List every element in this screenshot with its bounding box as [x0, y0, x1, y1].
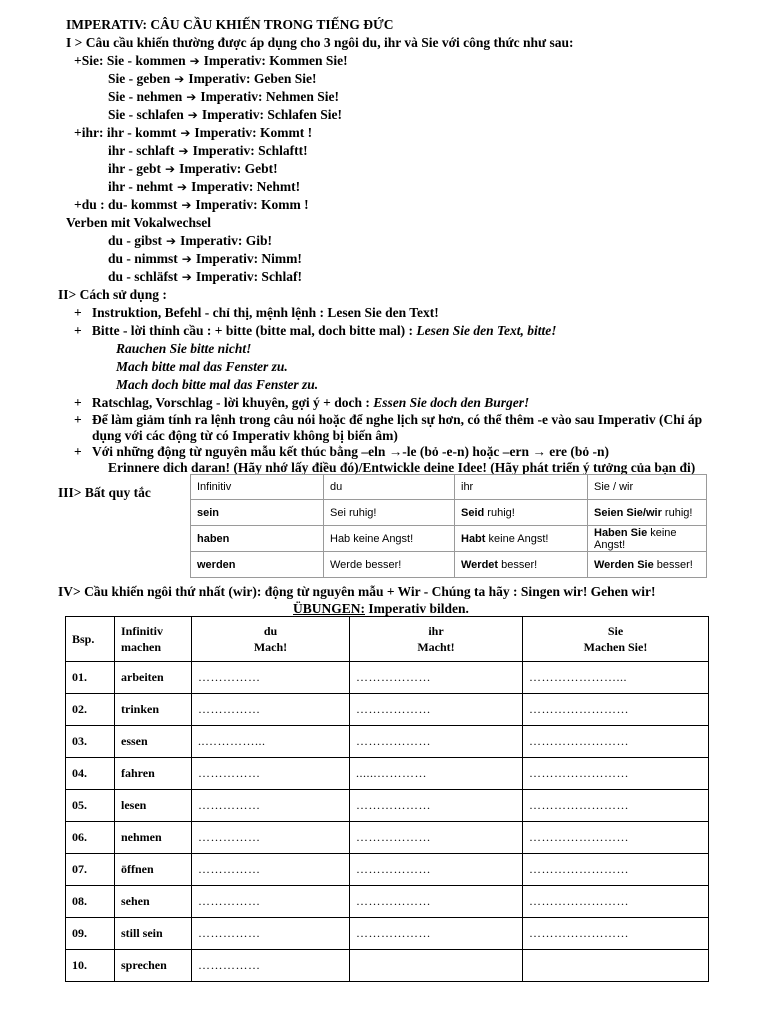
row-verb: nehmen — [115, 822, 192, 854]
answer-ihr[interactable]: ……………… — [350, 886, 523, 918]
answer-ihr[interactable] — [350, 950, 523, 982]
cell-text: keine Angst! — [594, 526, 677, 551]
du-row — [74, 196, 309, 214]
vokal-verb: du - schläfst — [108, 269, 178, 284]
header-line: Macht! — [417, 640, 455, 654]
table-row — [191, 526, 707, 552]
arrow-right-icon: ➔ — [165, 162, 176, 176]
section-2-heading: II> Cách sử dụng : — [58, 287, 167, 302]
table-row — [191, 552, 707, 578]
sie-row-3 — [108, 88, 339, 106]
cell-text: besser! — [498, 558, 538, 571]
cell-text: Werde besser! — [330, 558, 402, 571]
usage-bullet-4: Để làm giảm tính ra lệnh trong câu nói hoặc để nghe lịch sự hơn, có thể thêm -e vào sau Imperativ (Chỉ áp dụng với các động từ có Imperativ không bị biến âm) — [92, 412, 703, 443]
cell-bold: Seien Sie/wir — [594, 506, 662, 519]
header-du — [192, 617, 350, 662]
ihr-imperative: Imperativ: Kommt ! — [194, 125, 313, 140]
answer-du[interactable]: …………… — [192, 854, 350, 886]
answer-sie[interactable]: …………………… — [523, 790, 709, 822]
answer-ihr[interactable]: ……………… — [350, 694, 523, 726]
sie-imperative: Imperativ: Schlafen Sie! — [201, 107, 343, 122]
usage-text: Bitte - lời thỉnh cầu : + bitte (bitte mal, doch bitte mal) : — [91, 323, 417, 338]
bitte-example-2: Mach bitte mal das Fenster zu. — [116, 359, 288, 374]
sie-row-1 — [74, 52, 348, 70]
row-number: 07. — [66, 854, 115, 886]
answer-du[interactable]: …………… — [192, 918, 350, 950]
header-line: Machen Sie! — [583, 640, 648, 654]
ihr-row-3 — [108, 160, 278, 178]
ihr-verb: ihr - gebt — [108, 161, 161, 176]
row-number: 01. — [66, 662, 115, 694]
header-line: du — [263, 624, 278, 638]
header-line: ihr — [428, 624, 444, 638]
answer-du[interactable]: …………… — [192, 822, 350, 854]
answer-du[interactable]: …………… — [192, 662, 350, 694]
usage-bullet-1 — [74, 304, 439, 322]
vokalwechsel-heading: Verben mit Vokalwechsel — [66, 215, 212, 230]
row-verb: sehen — [115, 886, 192, 918]
answer-ihr[interactable]: ……………… — [350, 918, 523, 950]
answer-ihr[interactable]: ……………… — [350, 662, 523, 694]
row-number: 05. — [66, 790, 115, 822]
table-row — [66, 694, 709, 726]
header-line: Mach! — [253, 640, 288, 654]
table-row — [66, 790, 709, 822]
row-number: 08. — [66, 886, 115, 918]
ihr-verb: ihr - kommt — [106, 125, 177, 140]
table-cell-infinitiv: sein — [191, 500, 324, 526]
table-row — [191, 500, 707, 526]
table-row — [66, 758, 709, 790]
row-verb: still sein — [115, 918, 192, 950]
header-line: machen — [121, 640, 161, 654]
header-line: Sie — [607, 624, 624, 638]
ihr-imperative: Imperativ: Nehmt! — [191, 179, 301, 194]
cell-text: Sei ruhig! — [330, 506, 377, 519]
ihr-imperative: Imperativ: Gebt! — [179, 161, 278, 176]
table-cell — [455, 526, 588, 552]
sie-imperative: Imperativ: Nehmen Sie! — [200, 89, 340, 104]
sie-imperative: Imperativ: Kommen Sie! — [203, 53, 348, 68]
answer-sie[interactable]: …………………… — [523, 854, 709, 886]
cell-text: ruhig! — [661, 506, 693, 519]
answer-sie[interactable]: …………………… — [523, 726, 709, 758]
arrow-right-icon: ➔ — [186, 90, 197, 104]
answer-ihr[interactable]: ......………… — [350, 758, 523, 790]
table-header-row — [66, 617, 709, 662]
bullet-plus: + — [74, 305, 82, 320]
usage-text: Ratschlag, Vorschlag - lời khuyên, gợi ý + doch : — [91, 395, 374, 410]
row-verb: fahren — [115, 758, 192, 790]
sie-verb: Sie - nehmen — [108, 89, 183, 104]
exercise-table — [65, 616, 709, 982]
row-verb: sprechen — [115, 950, 192, 982]
vokal-row-2 — [108, 250, 302, 268]
sie-verb: Sie - kommen — [106, 53, 186, 68]
row-number: 10. — [66, 950, 115, 982]
row-number: 06. — [66, 822, 115, 854]
table-cell-infinitiv: haben — [191, 526, 324, 552]
table-row — [66, 662, 709, 694]
row-verb: lesen — [115, 790, 192, 822]
header-infinitiv — [115, 617, 192, 662]
usage-text: Instruktion, Befehl - chỉ thị, mệnh lệnh : Lesen Sie den Text! — [91, 305, 439, 320]
usage-bullet-2 — [74, 322, 556, 340]
arrow-right-icon: ➔ — [187, 108, 198, 122]
table-cell — [324, 500, 455, 526]
bullet-plus: + — [74, 444, 82, 459]
arrow-right-icon: ➔ — [174, 72, 185, 86]
answer-sie[interactable] — [523, 950, 709, 982]
ihr-verb: ihr - nehmt — [108, 179, 174, 194]
usage-bullet-5: Với những động từ nguyên mẫu kết thúc bằng –eln →-le (bỏ -e-n) hoặc –ern → ere (bỏ -n) — [92, 444, 609, 459]
du-verb: du- kommst — [107, 197, 178, 212]
row-verb: essen — [115, 726, 192, 758]
arrow-right-icon: ➔ — [180, 126, 191, 140]
sie-label: +Sie: — [74, 53, 104, 68]
du-imperative: Imperativ: Komm ! — [195, 197, 309, 212]
table-cell — [324, 526, 455, 552]
cell-bold: Habt — [461, 532, 486, 545]
cell-bold: Werdet — [461, 558, 499, 571]
sie-row-2 — [108, 70, 317, 88]
ihr-row-4 — [108, 178, 300, 196]
section-4-heading: IV> Cầu khiến ngôi thứ nhất (wir): động từ nguyên mẫu + Wir - Chúng ta hãy : Singen wir! Gehen wir! — [58, 584, 656, 599]
answer-sie[interactable]: …………………… — [523, 822, 709, 854]
answer-ihr[interactable]: ……………… — [350, 854, 523, 886]
table-cell — [588, 526, 707, 552]
row-number: 04. — [66, 758, 115, 790]
cell-bold: Werden Sie — [594, 558, 654, 571]
arrow-right-icon: ➔ — [177, 180, 188, 194]
usage-bullet-5-example: Erinnere dich daran! (Hãy nhớ lấy điều đó)/Entwickle deine Idee! (Hãy phát triển ý tưởng của bạn đi) — [108, 460, 696, 475]
row-number: 03. — [66, 726, 115, 758]
exercise-title-underlined: ÜBUNGEN: — [293, 601, 366, 616]
cell-text: keine Angst! — [485, 532, 549, 545]
answer-du[interactable]: …………… — [192, 950, 350, 982]
row-number: 02. — [66, 694, 115, 726]
table-row — [66, 726, 709, 758]
answer-ihr[interactable]: ……………… — [350, 726, 523, 758]
answer-sie[interactable]: …………………... — [523, 662, 709, 694]
arrow-right-icon: ➔ — [178, 144, 189, 158]
cell-text: ruhig! — [484, 506, 515, 519]
table-cell — [455, 552, 588, 578]
header-sie — [523, 617, 709, 662]
vokal-verb: du - nimmst — [108, 251, 178, 266]
sie-row-4 — [108, 106, 342, 124]
vokal-imperative: Imperativ: Schlaf! — [195, 269, 302, 284]
arrow-right-icon: ➔ — [166, 234, 177, 248]
table-cell — [588, 552, 707, 578]
usage-example: Essen Sie doch den Burger! — [373, 395, 530, 410]
row-number: 09. — [66, 918, 115, 950]
vokal-verb: du - gibst — [108, 233, 163, 248]
answer-du[interactable]: ..…………... — [192, 726, 350, 758]
exercise-title-rest: Imperativ bilden. — [365, 601, 469, 616]
vokal-row-3 — [108, 268, 302, 286]
table-header: ihr — [455, 475, 588, 500]
answer-ihr[interactable]: ……………… — [350, 822, 523, 854]
page-title: IMPERATIV: CÂU CẦU KHIẾN TRONG TIẾNG ĐỨC — [66, 17, 394, 32]
table-header: Infinitiv — [191, 475, 324, 500]
row-verb: öffnen — [115, 854, 192, 886]
table-row — [66, 886, 709, 918]
table-header: du — [324, 475, 455, 500]
section-1-heading: I > Câu cầu khiến thường được áp dụng cho 3 ngôi du, ihr và Sie với công thức như sau: — [66, 35, 574, 50]
cell-bold: Haben Sie — [594, 526, 648, 539]
bullet-plus: + — [74, 412, 82, 427]
irregular-verbs-table — [190, 474, 707, 578]
table-cell — [588, 500, 707, 526]
table-cell-infinitiv: werden — [191, 552, 324, 578]
cell-bold: Seid — [461, 506, 485, 519]
row-verb: arbeiten — [115, 662, 192, 694]
table-row — [66, 918, 709, 950]
usage-bullet-3 — [74, 394, 529, 412]
answer-du[interactable]: …………… — [192, 694, 350, 726]
ihr-row-1 — [74, 124, 312, 142]
table-row — [66, 950, 709, 982]
arrow-right-icon: ➔ — [181, 270, 192, 284]
answer-sie[interactable]: …………………… — [523, 918, 709, 950]
arrow-right-icon: ➔ — [181, 198, 192, 212]
ihr-row-2 — [108, 142, 308, 160]
table-cell — [455, 500, 588, 526]
ihr-label: +ihr: — [74, 125, 104, 140]
usage-example: Lesen Sie den Text, bitte! — [416, 323, 557, 338]
answer-du[interactable]: …………… — [192, 758, 350, 790]
section-3-heading: III> Bất quy tắc — [58, 485, 151, 500]
cell-text: besser! — [653, 558, 693, 571]
table-row — [66, 854, 709, 886]
arrow-right-icon: ➔ — [189, 54, 200, 68]
answer-du[interactable]: …………… — [192, 886, 350, 918]
ihr-verb: ihr - schlaft — [108, 143, 175, 158]
bitte-example-3: Mach doch bitte mal das Fenster zu. — [116, 377, 319, 392]
table-header-row — [191, 475, 707, 500]
du-label: +du : — [74, 197, 105, 212]
header-ihr — [350, 617, 523, 662]
sie-verb: Sie - geben — [108, 71, 171, 86]
vokal-row-1 — [108, 232, 272, 250]
bitte-example-1: Rauchen Sie bitte nicht! — [116, 341, 252, 356]
answer-du[interactable]: …………… — [192, 790, 350, 822]
header-line: Infinitiv — [121, 624, 164, 638]
sie-verb: Sie - schlafen — [108, 107, 184, 122]
cell-text: Hab keine Angst! — [330, 532, 414, 545]
answer-sie[interactable]: …………………… — [523, 758, 709, 790]
bullet-plus: + — [74, 395, 82, 410]
table-row — [66, 822, 709, 854]
sie-imperative: Imperativ: Geben Sie! — [188, 71, 317, 86]
answer-ihr[interactable]: ……………… — [350, 790, 523, 822]
answer-sie[interactable]: …………………… — [523, 886, 709, 918]
table-header: Sie / wir — [588, 475, 707, 500]
answer-sie[interactable]: …………………… — [523, 694, 709, 726]
row-verb: trinken — [115, 694, 192, 726]
vokal-imperative: Imperativ: Gib! — [180, 233, 272, 248]
ihr-imperative: Imperativ: Schlaftt! — [192, 143, 308, 158]
arrow-right-icon: ➔ — [181, 252, 192, 266]
table-cell — [324, 552, 455, 578]
header-bsp: Bsp. — [66, 617, 115, 662]
bullet-plus: + — [74, 323, 82, 338]
vokal-imperative: Imperativ: Nimm! — [195, 251, 302, 266]
